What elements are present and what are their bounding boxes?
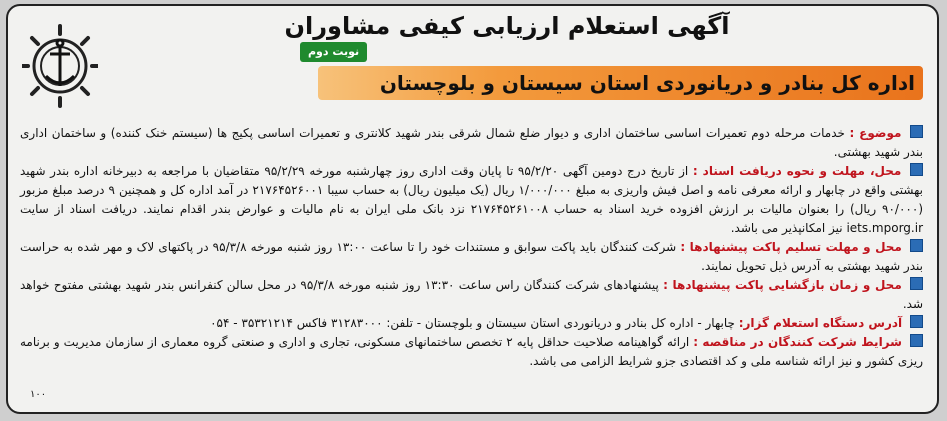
bullet-icon bbox=[910, 277, 923, 290]
section-label: محل و مهلت تسلیم پاکت پیشنهادها : bbox=[680, 240, 902, 254]
section-label: محل و زمان بازگشایی پاکت پیشنهادها : bbox=[663, 278, 902, 292]
advertisement-frame bbox=[6, 4, 939, 414]
section-address bbox=[20, 314, 923, 333]
section-text: ارائه گواهینامه صلاحیت حداقل پایه ۲ تخصص ساختمانهای مسکونی، تجاری و اداری و صنعتی گروه معماری از سازمان مدیریت و برنامه ریزی کشور و نیز ارائه شناسه ملی و کد اقتصادی جزو شرایط الزامی می باشد. bbox=[20, 335, 923, 368]
page-title: آگهی استعلام ارزیابی کیفی مشاوران bbox=[284, 12, 730, 40]
section-text: خدمات مرحله دوم تعمیرات اساسی ساختمان اداری و دیوار ضلع شمال شرقی بندر شهید کلانتری و تعمیرات اساسی پکیج ها (سیستم خنک کننده) و ساختمان اداری بندر شهید بهشتی. bbox=[20, 126, 923, 159]
section-label: شرایط شرکت کنندگان در مناقصه : bbox=[693, 335, 902, 349]
section-text: شرکت کنندگان باید پاکت سوابق و مستندات خود را تا ساعت ۱۳:۰۰ روز شنبه مورخه ۹۵/۳/۸ در پاکتهای لاک و مهر شده به حراست بندر شهید بهشتی به آدرس ذیل تحویل نمایند. bbox=[20, 240, 923, 273]
section-documents bbox=[20, 162, 923, 238]
bullet-icon bbox=[910, 125, 923, 138]
section-opening bbox=[20, 276, 923, 314]
section-text: از تاریخ درج دومین آگهی ۹۵/۲/۲۰ تا پایان وقت اداری روز چهارشنبه مورخه ۹۵/۲/۲۹ متقاضیان با مراجعه به دبیرخانه اداره بندر شهید بهشتی واقع در چابهار و ارائه معرفی نامه و اصل فیش واریزی به مبلغ ۱/۰۰۰/۰۰۰ ریال (یک میلیون ریال) به حساب سیبا ۲۱۷۶۴۵۲۶۰۰۱ در آمد اداره کل و همچنین ۹ درصد مبلغ مزبور (۹۰/۰۰۰ ریال) را بعنوان مالیات بر ارزش افزوده خرید اسناد به حساب ۲۱۷۶۴۵۲۶۱۰۰۸ نزد بانک ملی ایران به نام مالیات و عوارض بندر اقدام نمایند. دریافت اسناد از سایت iets.mporg.ir نیز امکانپذیر می باشد. bbox=[20, 164, 924, 235]
bullet-icon bbox=[910, 315, 923, 328]
bullet-icon bbox=[910, 239, 923, 252]
organization-name: اداره کل بنادر و دریانوردی استان سیستان و بلوچستان bbox=[379, 71, 915, 95]
section-subject bbox=[20, 124, 923, 162]
section-label: موضوع : bbox=[849, 126, 902, 140]
bullet-icon bbox=[910, 334, 923, 347]
section-conditions bbox=[20, 333, 923, 371]
bullet-icon bbox=[910, 163, 923, 176]
section-label: آدرس دستگاه استعلام گزار: bbox=[738, 316, 903, 330]
notice-body bbox=[20, 124, 923, 371]
section-label: محل، مهلت و نحوه دریافت اسناد : bbox=[692, 164, 902, 178]
section-text: پیشنهادهای شرکت کنندگان راس ساعت ۱۳:۳۰ روز شنبه مورخه ۹۵/۳/۸ در محل سالن کنفرانس بندر شهید بهشتی مفتوح خواهد شد. bbox=[20, 278, 923, 311]
anchor-logo-icon bbox=[22, 24, 98, 108]
insertion-badge: نوبت دوم bbox=[300, 42, 367, 62]
page-number: ۱۰۰ bbox=[30, 389, 47, 400]
section-submission bbox=[20, 238, 923, 276]
section-text: چابهار - اداره کل بنادر و دریانوردی استان سیستان و بلوچستان - تلفن: ۳۱۲۸۳۰۰۰ فاکس ۳۵۳۲۱۲۱۴ - ۰۵۴ bbox=[210, 316, 735, 330]
